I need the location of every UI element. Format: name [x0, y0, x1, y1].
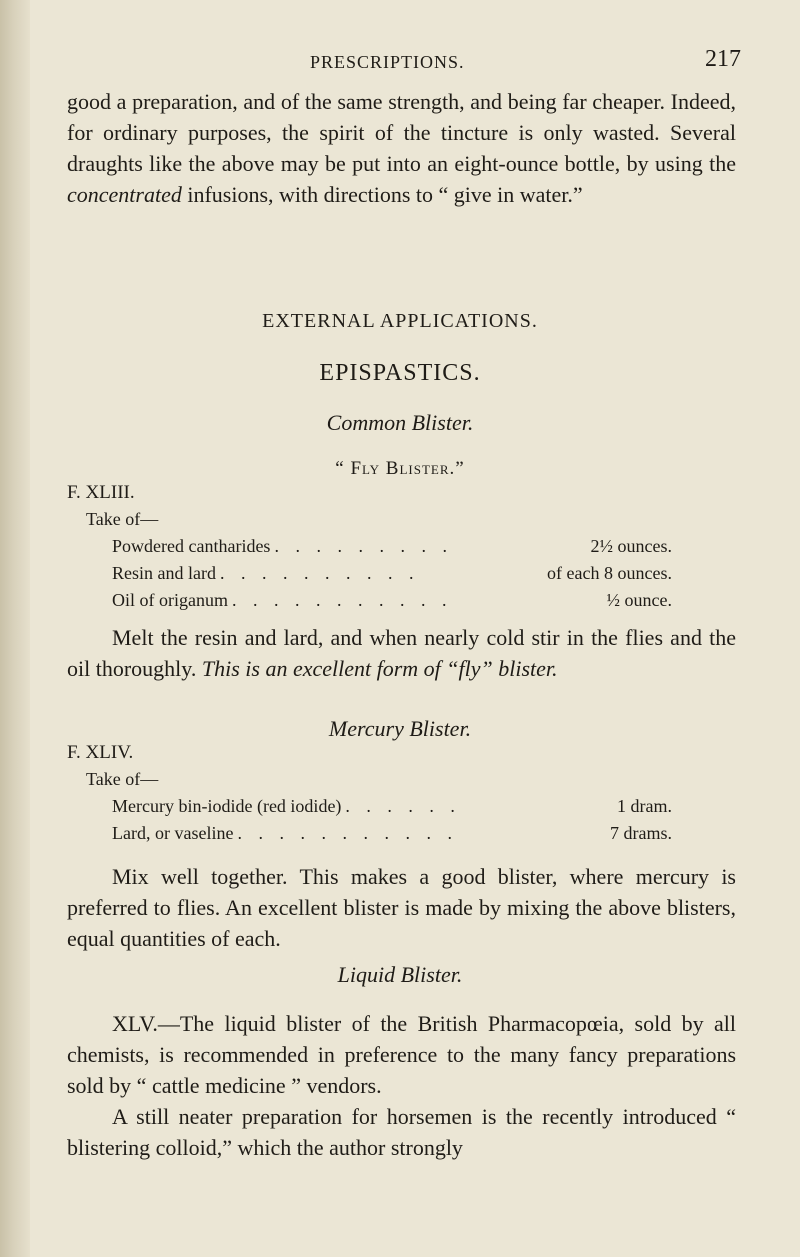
subsection-heading: EPISPASTICS.	[319, 360, 481, 386]
intro-text-2: infusions, with directions to “ give in water.”	[181, 182, 583, 207]
take-of-label: Take of—	[86, 769, 159, 789]
intro-emphasis: concentrated	[67, 182, 182, 207]
ingredient-name: Powdered cantharides	[112, 536, 271, 556]
page-binding-shadow	[0, 0, 30, 1257]
mercury-blister-directions: Mix well together. This makes a good blister, where mercury is preferred to flies. An excellent blister is made by mixing the above blisters, equal quantities of each.	[67, 864, 736, 951]
ingredient-amount: 1 dram.	[617, 796, 672, 816]
liquid-blister-title: Liquid Blister.	[337, 962, 463, 987]
still-neater-paragraph: A still neater preparation for horsemen is the recently introduced “ blistering colloid,” which the author strongly	[67, 1104, 736, 1160]
mercury-blister-title: Mercury Blister.	[328, 716, 472, 741]
ingredient-name: Oil of origanum	[112, 590, 228, 610]
ingredient-name: Mercury bin-iodide (red iodide)	[112, 796, 342, 816]
common-blister-subtitle: “ Fly Blister.”	[335, 458, 465, 479]
leader-dots: . . . . . . . . . . .	[237, 823, 458, 843]
ingredient-amount: 7 drams.	[610, 823, 672, 843]
ingredient-amount: of each 8 ounces.	[547, 563, 672, 583]
leader-dots: . . . . . .	[345, 796, 461, 816]
ingredient-name: Lard, or vaseline	[112, 823, 234, 843]
leader-dots: . . . . . . . . . . .	[231, 590, 453, 610]
ingredient-amount: ½ ounce.	[606, 590, 672, 610]
ingredient-row	[112, 590, 672, 611]
common-blister-title: Common Blister.	[326, 410, 474, 435]
section-heading: EXTERNAL APPLICATIONS.	[262, 310, 538, 332]
ingredient-amount: 2½ ounces.	[590, 536, 672, 556]
ingredient-row	[112, 823, 672, 844]
intro-text-1: good a preparation, and of the same strength, and being far cheaper. Indeed, for ordinary purposes, the spirit of the tincture is only wasted. Several draughts like the above may be put into an eight-ounce bottle, by using the	[67, 89, 736, 176]
formula-number-xliii: F. XLIII.	[67, 482, 135, 503]
liquid-blister-paragraph: XLV.—The liquid blister of the British Pharmacopœia, sold by all chemists, is recommended in preference to the many fancy preparations sold by “ cattle medicine ” vendors.	[67, 1011, 736, 1098]
leader-dots: . . . . . . . . . .	[219, 563, 420, 583]
ingredient-row	[112, 796, 672, 817]
page-number: 217	[705, 46, 741, 72]
leader-dots: . . . . . . . . .	[274, 536, 453, 556]
formula-number-xliv: F. XLIV.	[67, 742, 134, 763]
ingredient-row	[112, 563, 672, 584]
take-of-label: Take of—	[86, 509, 159, 529]
common-blister-directions	[67, 622, 736, 684]
ingredient-name: Resin and lard	[112, 563, 216, 583]
ingredient-row	[112, 536, 672, 557]
directions-emphasis: This is an excellent form of “fly” blister.	[201, 656, 558, 681]
running-head: PRESCRIPTIONS.	[310, 52, 465, 72]
directions-text: Melt the resin and lard, and when nearly cold stir in the flies and the oil thoroughly.	[67, 625, 736, 681]
intro-paragraph	[67, 86, 736, 210]
